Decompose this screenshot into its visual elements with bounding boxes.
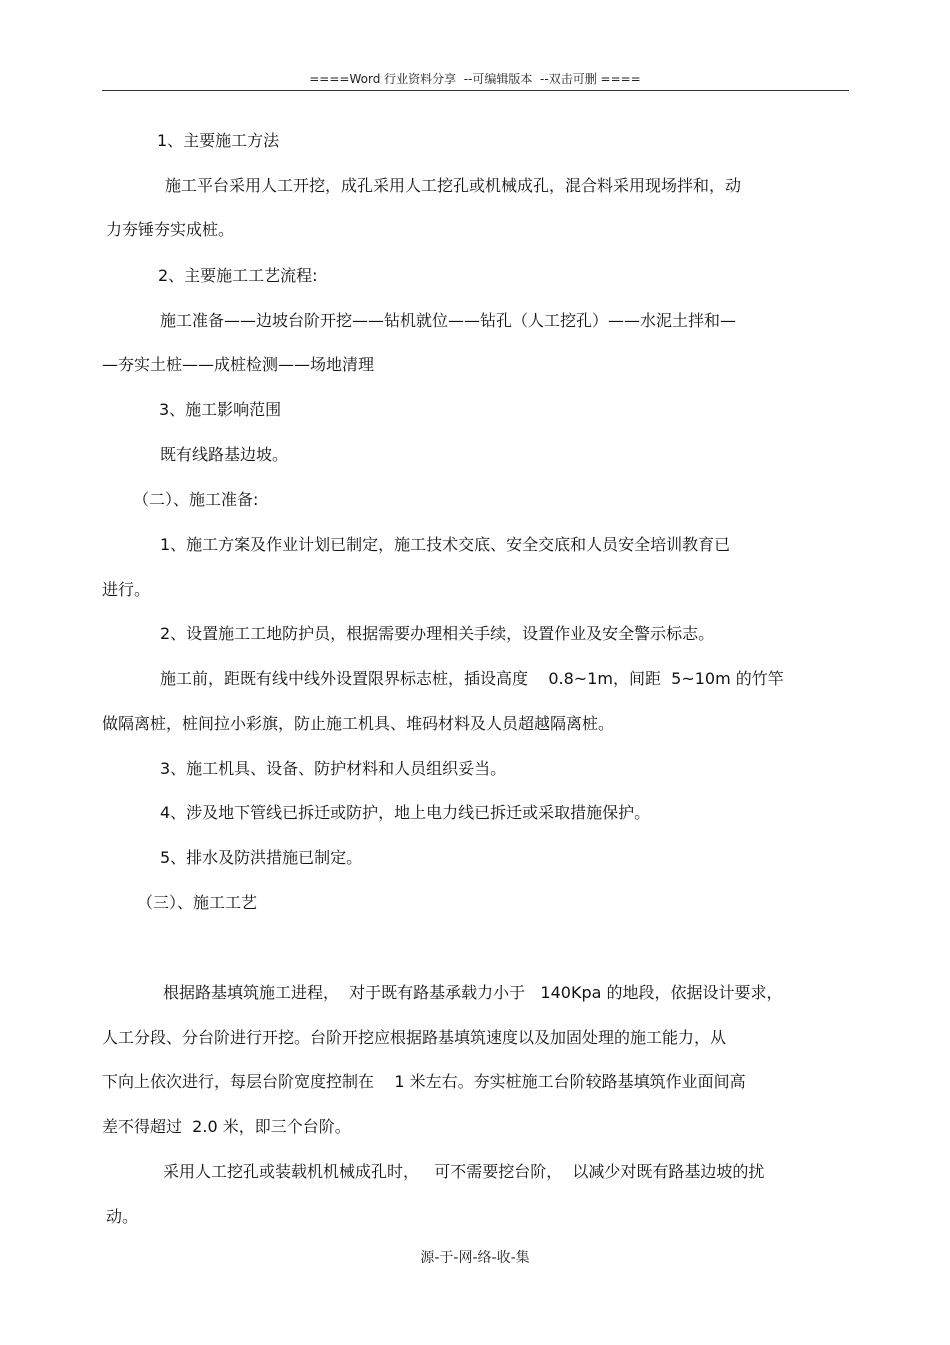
section-heading-process: （三）、施工工艺 — [137, 893, 258, 912]
heading-process-flow: 2、主要施工工艺流程: — [158, 266, 318, 285]
paragraph-line: 动。 — [106, 1207, 139, 1226]
paragraph-line: 3、施工机具、设备、防护材料和人员组织妥当。 — [160, 759, 507, 778]
paragraph-line: 采用人工挖孔或装载机机械成孔时， 可不需要挖台阶， 以减少对既有路基边坡的扰 — [163, 1162, 765, 1181]
paragraph-line: 根据路基填筑施工进程， 对于既有路基承载力小于 140Kpa 的地段，依据设计要求， — [163, 983, 783, 1002]
paragraph-line: 做隔离桩，桩间拉小彩旗，防止施工机具、堆码材料及人员超越隔离桩。 — [102, 714, 615, 733]
paragraph-line: 2、设置施工工地防护员，根据需要办理相关手续，设置作业及安全警示标志。 — [160, 624, 715, 643]
paragraph-line: 进行。 — [102, 580, 151, 599]
page-footer: 源-于-网-络-收-集 — [420, 1250, 530, 1266]
header-rule — [102, 90, 849, 91]
paragraph-line: 施工准备——边坡台阶开挖——钻机就位——钻孔（人工挖孔）——水泥土拌和— — [160, 311, 737, 330]
page-header: ====Word 行业资料分享 --可编辑版本 --双击可删 ==== — [309, 72, 641, 86]
paragraph-line: 4、涉及地下管线已拆迁或防护，地上电力线已拆迁或采取措施保护。 — [160, 803, 651, 822]
paragraph-line: 1、施工方案及作业计划已制定，施工技术交底、安全交底和人员安全培训教育已 — [160, 535, 731, 554]
paragraph-line: 下向上依次进行，每层台阶宽度控制在 1 米左右。夯实桩施工台阶较路基填筑作业面间高 — [102, 1072, 746, 1091]
paragraph-line: 施工前，距既有线中线外设置限界标志桩，插设高度 0.8~1m，间距 5~10m 的竹竿 — [160, 669, 784, 688]
paragraph-line: —夯实土桩——成桩检测——场地清理 — [102, 355, 375, 374]
heading-impact-range: 3、施工影响范围 — [159, 400, 282, 419]
paragraph-line: 力夯锤夯实成桩。 — [106, 220, 235, 239]
paragraph-line: 人工分段、分台阶进行开挖。台阶开挖应根据路基填筑速度以及加固处理的施工能力，从 — [102, 1028, 727, 1047]
paragraph-line: 既有线路基边坡。 — [160, 445, 289, 464]
paragraph-line: 差不得超过 2.0 米，即三个台阶。 — [102, 1117, 351, 1136]
heading-main-method: 1、主要施工方法 — [157, 131, 280, 150]
paragraph-line: 5、排水及防洪措施已制定。 — [160, 848, 363, 867]
paragraph-line: 施工平台采用人工开挖，成孔采用人工挖孔或机械成孔，混合料采用现场拌和，动 — [165, 176, 742, 195]
section-heading-preparation: （二）、施工准备: — [133, 490, 259, 509]
